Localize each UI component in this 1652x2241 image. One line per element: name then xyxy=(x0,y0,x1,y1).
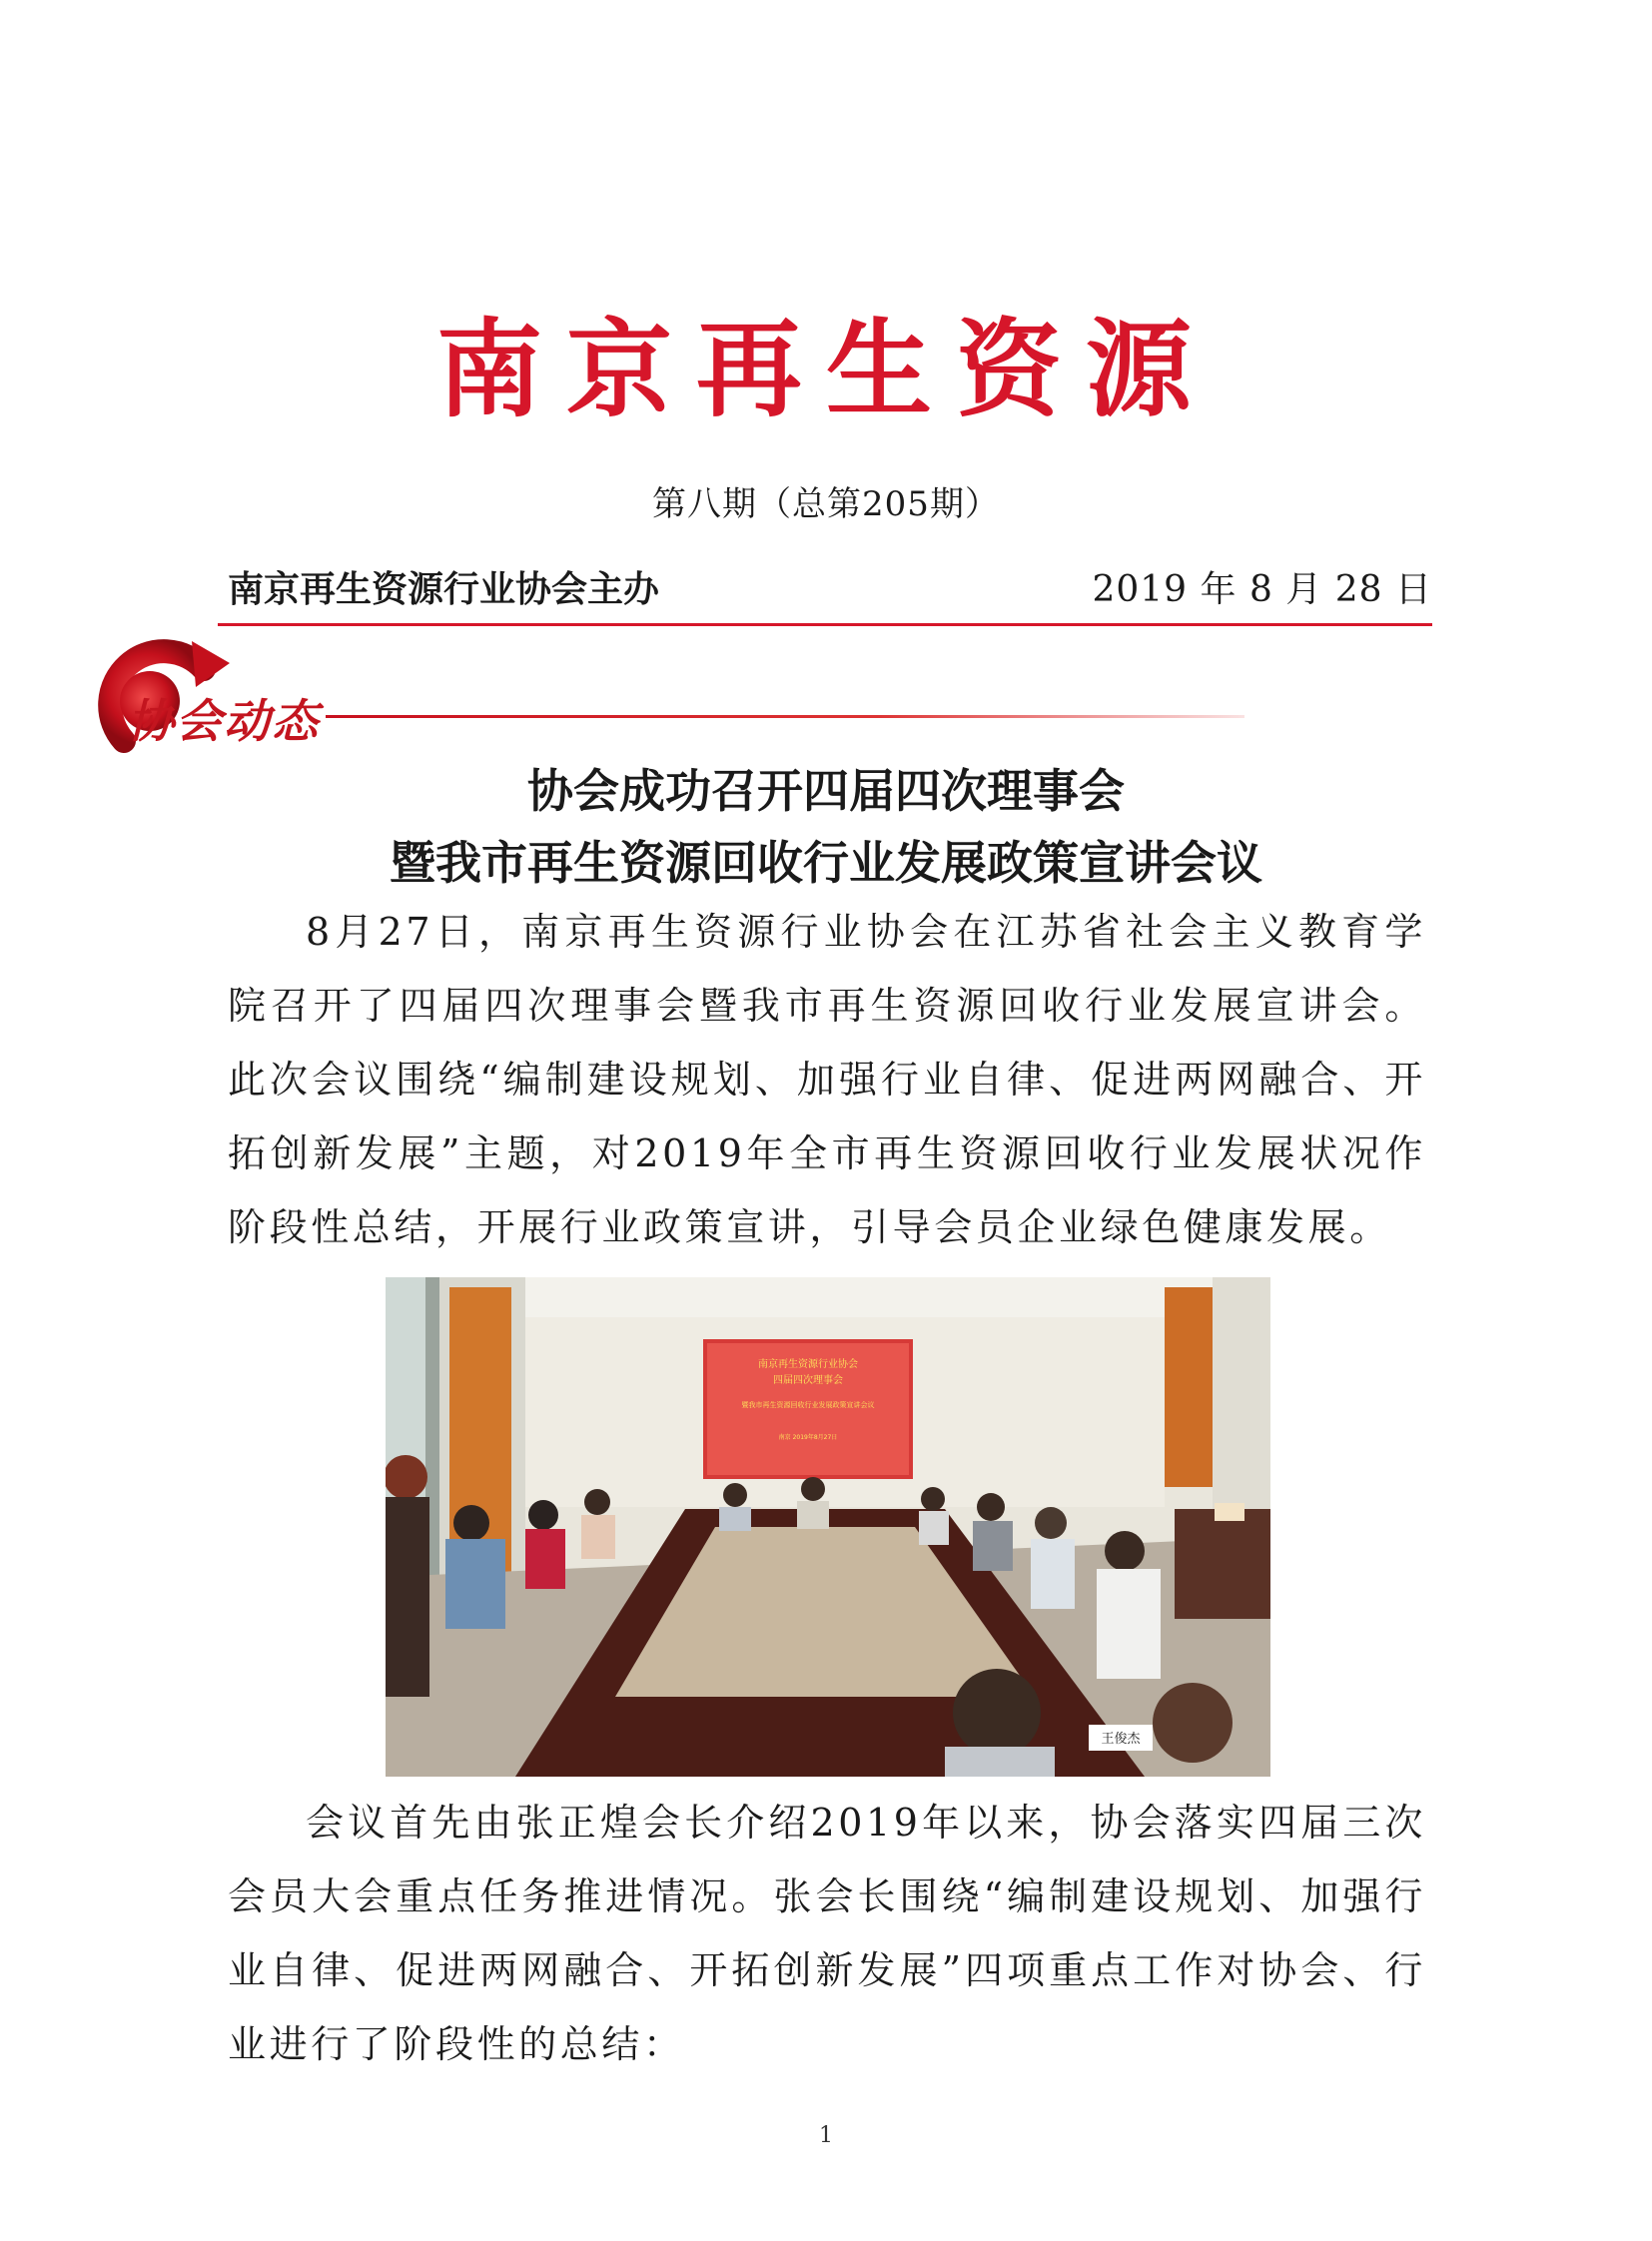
headline-line-1: 协会成功召开四届四次理事会 xyxy=(527,764,1125,818)
article-headline xyxy=(0,755,1652,899)
article-paragraph-2: 会议首先由张正煌会长介绍2019年以来，协会落实四届三次会员大会重点任务推进情况。张会长围绕“编制建设规划、加强行业自律、促进两网融合、开拓创新发展”四项重点工作对协会、行业进行了阶段性的总结： xyxy=(228,1801,1426,2066)
screen-text-2: 四届四次理事会 xyxy=(773,1375,843,1386)
meeting-photo-image xyxy=(386,1277,1270,1777)
publication-date: 2019 年 8 月 28 日 xyxy=(1092,569,1432,610)
section-label: 协会动态 xyxy=(128,694,320,748)
header-divider xyxy=(218,623,1432,626)
sponsor-label: 南京再生资源行业协会主办 xyxy=(228,568,660,610)
masthead-title: 南京再生资源 xyxy=(436,309,1216,431)
section-divider xyxy=(326,715,1244,718)
screen-text-4: 南京 2019年8月27日 xyxy=(778,1434,838,1441)
headline-line-2: 暨我市再生资源回收行业发展政策宣讲会议 xyxy=(390,836,1262,890)
meeting-photo xyxy=(386,1277,1270,1777)
article-paragraph-1: 8月27日，南京再生资源行业协会在江苏省社会主义教育学院召开了四届四次理事会暨我市再生资源回收行业发展宣讲会。此次会议围绕“编制建设规划、加强行业自律、促进两网融合、开拓创新发展”主题，对2019年全市再生资源回收行业发展状况作阶段性总结，开展行业政策宣讲，引导会员企业绿色健康发展。 xyxy=(228,910,1426,1249)
nameplate-text: 王俊杰 xyxy=(1101,1732,1141,1747)
issue-number: 第八期（总第205期） xyxy=(652,484,1000,524)
screen-text-1: 南京再生资源行业协会 xyxy=(758,1359,858,1370)
page-number: 1 xyxy=(819,2123,833,2148)
screen-text-3: 暨我市再生资源回收行业发展政策宣讲会议 xyxy=(741,1401,875,1409)
